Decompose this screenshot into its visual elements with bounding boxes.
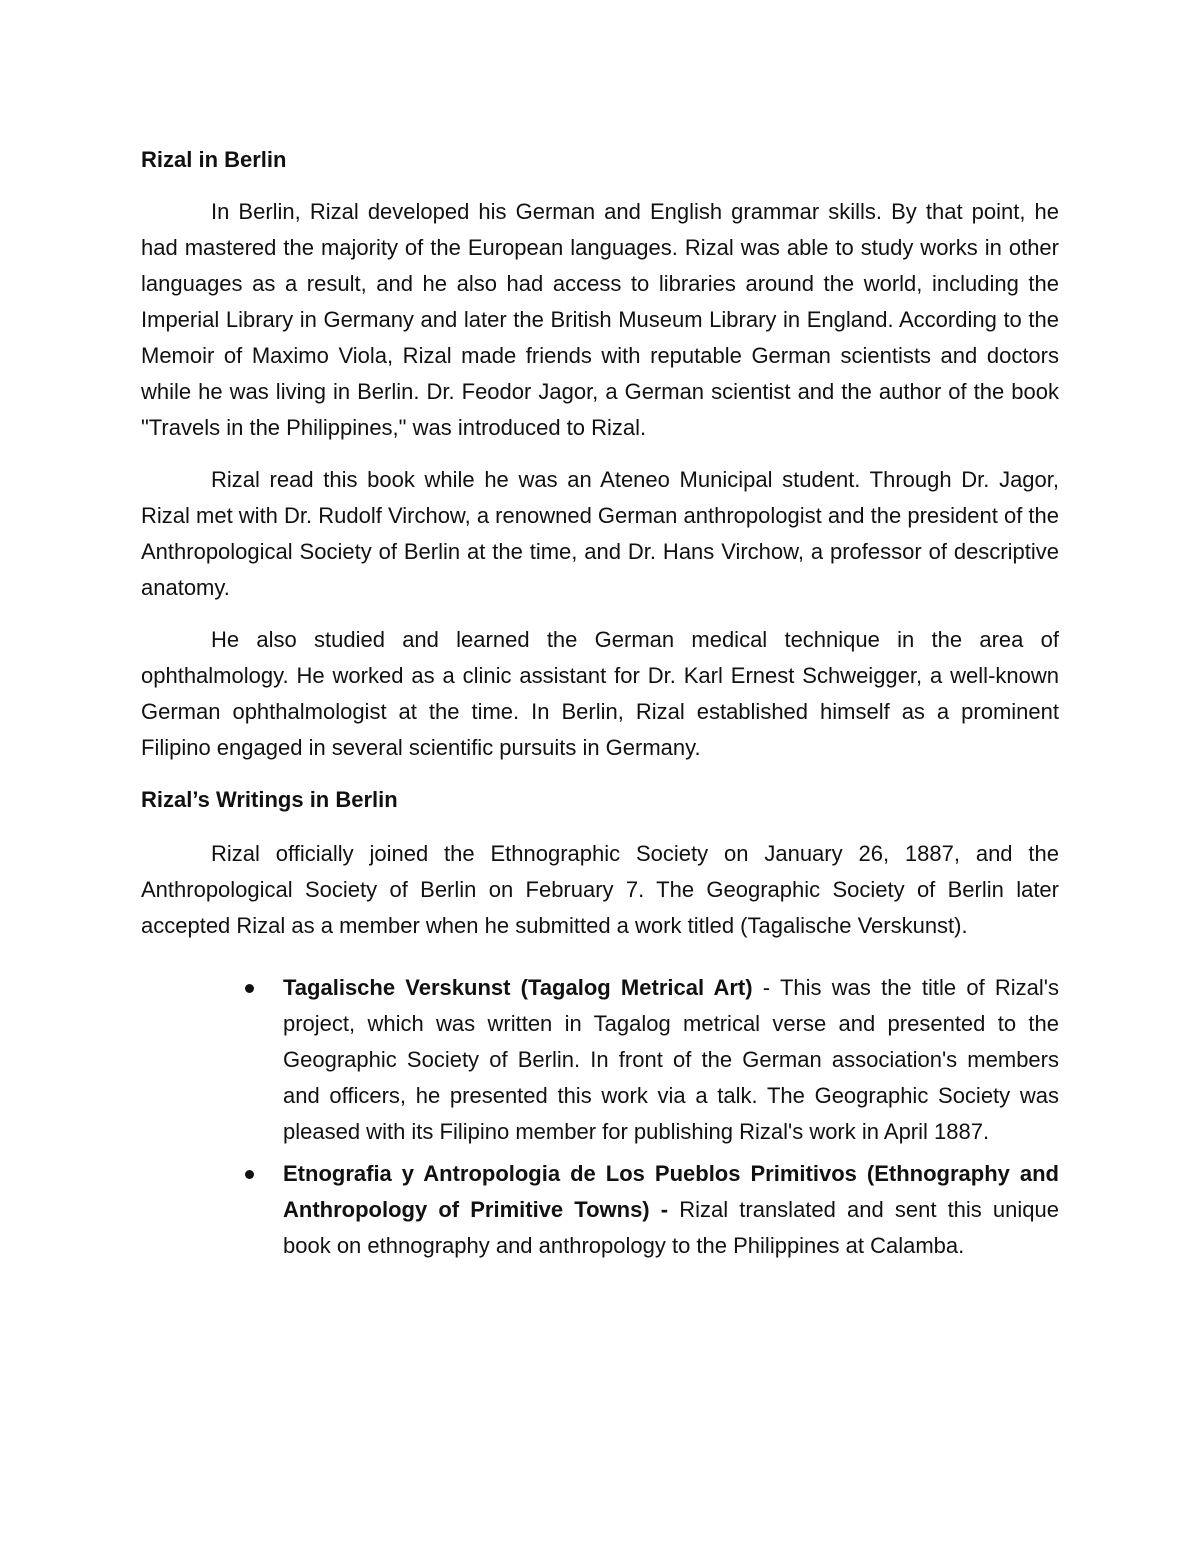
list-item-etnografia	[283, 1156, 1059, 1264]
bullet-icon	[245, 1170, 254, 1179]
writings-list	[141, 970, 1059, 1264]
paragraph-societies: Rizal officially joined the Ethnographic Society on January 26, 1887, and the Anthropological Society of Berlin on February 7. The Geographic Society of Berlin later accepted Rizal as a member when he submitted a work titled (Tagalische Verskunst).	[141, 841, 1059, 938]
paragraph-berlin-intro: In Berlin, Rizal developed his German and English grammar skills. By that point, he had mastered the majority of the European languages. Rizal was able to study works in other languages as a result, and he also had access to libraries around the world, including the Imperial Library in Germany and later the British Museum Library in England. According to the Memoir of Maximo Viola, Rizal made friends with reputable German scientists and doctors while he was living in Berlin. Dr. Feodor Jagor, a German scientist and the author of the book "Travels in the Philippines," was introduced to Rizal.	[141, 199, 1059, 440]
bullet-term: Etnografia y Antropologia de Los Pueblos Primitivos (Ethnography and Anthropology of Primitive Towns) -	[283, 1161, 1059, 1222]
paragraph-jagor-virchow: Rizal read this book while he was an Ateneo Municipal student. Through Dr. Jagor, Rizal met with Dr. Rudolf Virchow, a renowned German anthropologist and the president of the Anthropological Society of Berlin at the time, and Dr. Hans Virchow, a professor of descriptive anatomy.	[141, 467, 1059, 600]
section-heading-rizal-in-berlin: Rizal in Berlin	[141, 147, 287, 172]
bullet-description: - This was the title of Rizal's project, which was written in Tagalog metrical verse and presented to the Geographic Society of Berlin. In front of the German association's members and officers, he presented this work via a talk. The Geographic Society was pleased with its Filipino member for publishing Rizal's work in April 1887.	[283, 975, 1059, 1144]
list-item-tagalische-verskunst	[283, 970, 1059, 1150]
section-heading-writings-in-berlin: Rizal’s Writings in Berlin	[141, 787, 398, 812]
bullet-term: Tagalische Verskunst (Tagalog Metrical Art)	[283, 975, 753, 1000]
bullet-description: Rizal translated and sent this unique book on ethnography and anthropology to the Philippines at Calamba.	[283, 1197, 1059, 1258]
bullet-icon	[245, 984, 254, 993]
paragraph-ophthalmology: He also studied and learned the German medical technique in the area of ophthalmology. He worked as a clinic assistant for Dr. Karl Ernest Schweigger, a well-known German ophthalmologist at the time. In Berlin, Rizal established himself as a prominent Filipino engaged in several scientific pursuits in Germany.	[141, 627, 1059, 760]
document-page	[141, 142, 1059, 1270]
